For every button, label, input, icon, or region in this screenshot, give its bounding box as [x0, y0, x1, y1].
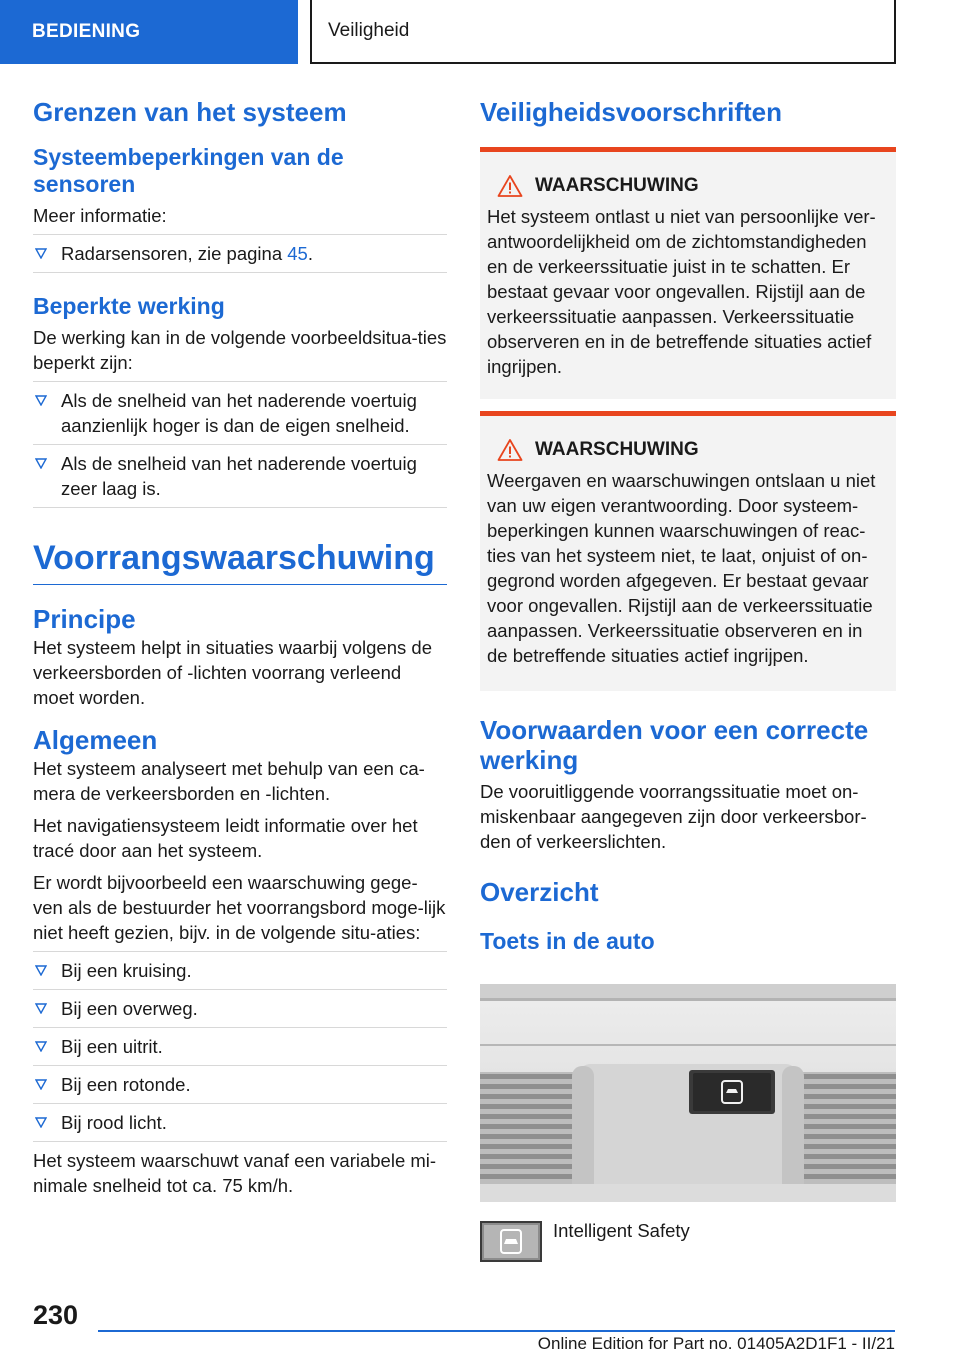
warning-title-2 — [487, 438, 888, 462]
warning-title-1 — [487, 174, 888, 198]
heading-limited-function: Beperkte werking — [33, 293, 225, 319]
warning-label: WAARSCHUWING — [535, 175, 699, 196]
radar-reference-suffix: . — [307, 243, 313, 264]
list-item-text: Bij een uitrit. — [61, 1036, 163, 1057]
general-paragraph-1: Het systeem analyseert met behulp van een ca-mera de verkeersborden en -lichten. — [33, 758, 425, 804]
list-item — [33, 234, 447, 273]
chapter-tab[interactable] — [310, 0, 896, 64]
limited-intro-text: De werking kan in de volgende voorbeeldsitua-ties beperkt zijn: — [33, 327, 447, 373]
warning-text-1: Het systeem ontlast u niet van persoonlijke ver-antwoordelijkheid om de zichtomstandigheden en de verkeerssituatie juist in te schatten. Er bestaat gevaar voor ongevallen. Rijstijl aan de verkeerssituatie aanpassen. Verkeerssituatie observeren en in de betreffende situaties actief ingrijpen. — [487, 206, 876, 377]
warning-box-2 — [480, 411, 896, 691]
heading-sensor-limits: Systeembeperkingen van de sensoren — [33, 144, 344, 197]
triangle-bullet-icon — [35, 1078, 47, 1090]
triangle-bullet-icon — [35, 1116, 47, 1128]
warning-triangle-icon — [497, 174, 523, 198]
list-item — [33, 445, 447, 508]
list-item-text: Als de snelheid van het naderende voertuig zeer laag is. — [61, 453, 417, 499]
heading-safety-rules: Veiligheidsvoorschriften — [480, 97, 782, 127]
warning-label: WAARSCHUWING — [535, 439, 699, 460]
list-item — [33, 1028, 447, 1066]
warning-triangle-icon — [497, 438, 523, 462]
list-item-text: Bij rood licht. — [61, 1112, 167, 1133]
general-paragraph-3: Er wordt bijvoorbeeld een waarschuwing gege-ven als de bestuurder het voorrangsbord moge-lijk niet heeft gezien, bijv. in de volgende situ-aties: — [33, 872, 446, 943]
dashboard-button-photo — [480, 984, 896, 1202]
heading-overview: Overzicht — [480, 877, 599, 907]
right-column — [480, 96, 896, 955]
heading-principle: Principe — [33, 604, 136, 634]
chapter-label: Veiligheid — [328, 20, 410, 41]
situation-list — [33, 951, 447, 1142]
edition-text: Online Edition for Part no. 01405A2D1F1 - II/21 — [537, 1334, 895, 1353]
triangle-bullet-icon — [35, 1040, 47, 1052]
footer-divider — [98, 1330, 895, 1332]
list-item-text: Bij een rotonde. — [61, 1074, 191, 1095]
principle-text: Het systeem helpt in situaties waarbij volgens de verkeersborden of -lichten voorrang verleend moet worden. — [33, 637, 432, 708]
warning-box-1 — [480, 147, 896, 399]
limited-list — [33, 381, 447, 508]
list-item-text: Bij een kruising. — [61, 960, 192, 981]
list-item — [33, 1066, 447, 1104]
triangle-bullet-icon — [35, 964, 47, 976]
legend-label: Intelligent Safety — [553, 1220, 690, 1241]
triangle-bullet-icon — [35, 247, 47, 259]
triangle-bullet-icon — [35, 1002, 47, 1014]
heading-priority-warning: Voorrangswaarschuwing — [33, 538, 447, 585]
speed-text: Het systeem waarschuwt vanaf een variabele mi-nimale snelheid tot ca. 75 km/h. — [33, 1150, 437, 1196]
page-number: 230 — [33, 1300, 79, 1330]
list-item — [33, 1104, 447, 1142]
list-item-text: Als de snelheid van het naderende voertuig aanzienlijk hoger is dan de eigen snelheid. — [61, 390, 417, 436]
intelligent-safety-button-icon — [480, 1221, 542, 1262]
more-info-text: Meer informatie: — [33, 205, 167, 226]
left-column — [33, 96, 447, 1198]
list-item — [33, 990, 447, 1028]
heading-button-in-car: Toets in de auto — [480, 928, 655, 954]
general-paragraph-2: Het navigatiensysteem leidt informatie over het tracé door aan het systeem. — [33, 815, 418, 861]
section-tab[interactable] — [0, 0, 298, 64]
triangle-bullet-icon — [35, 394, 47, 406]
prerequisites-text: De vooruitliggende voorrangssituatie moet on-miskenbaar aangegeven zijn door verkeersbor-den of verkeerslichten. — [480, 781, 867, 852]
list-item-text: Bij een overweg. — [61, 998, 198, 1019]
heading-prerequisites: Voorwaarden voor een correcte werking — [480, 715, 869, 775]
section-label: BEDIENING — [32, 21, 141, 42]
radar-reference-text: Radarsensoren, zie pagina — [61, 243, 288, 264]
more-info-list — [33, 234, 447, 273]
page-45-link[interactable]: 45 — [287, 243, 308, 264]
triangle-bullet-icon — [35, 457, 47, 469]
heading-general: Algemeen — [33, 725, 158, 755]
warning-text-2: Weergaven en waarschuwingen ontslaan u niet van uw eigen verantwoording. Door systeem-beperkingen kunnen waarschuwingen of reac-ties van het systeem niet, te laat, onjuist of on-gegrond worden afgegeven. Er bestaat gevaar voor ongevallen. Rijstijl aan de verkeerssituatie aanpassen. Verkeerssituatie observeren en in de betreffende situaties actief ingrijpen. — [487, 470, 876, 666]
heading-system-limits: Grenzen van het systeem — [33, 97, 347, 127]
list-item — [33, 381, 447, 445]
list-item — [33, 951, 447, 990]
